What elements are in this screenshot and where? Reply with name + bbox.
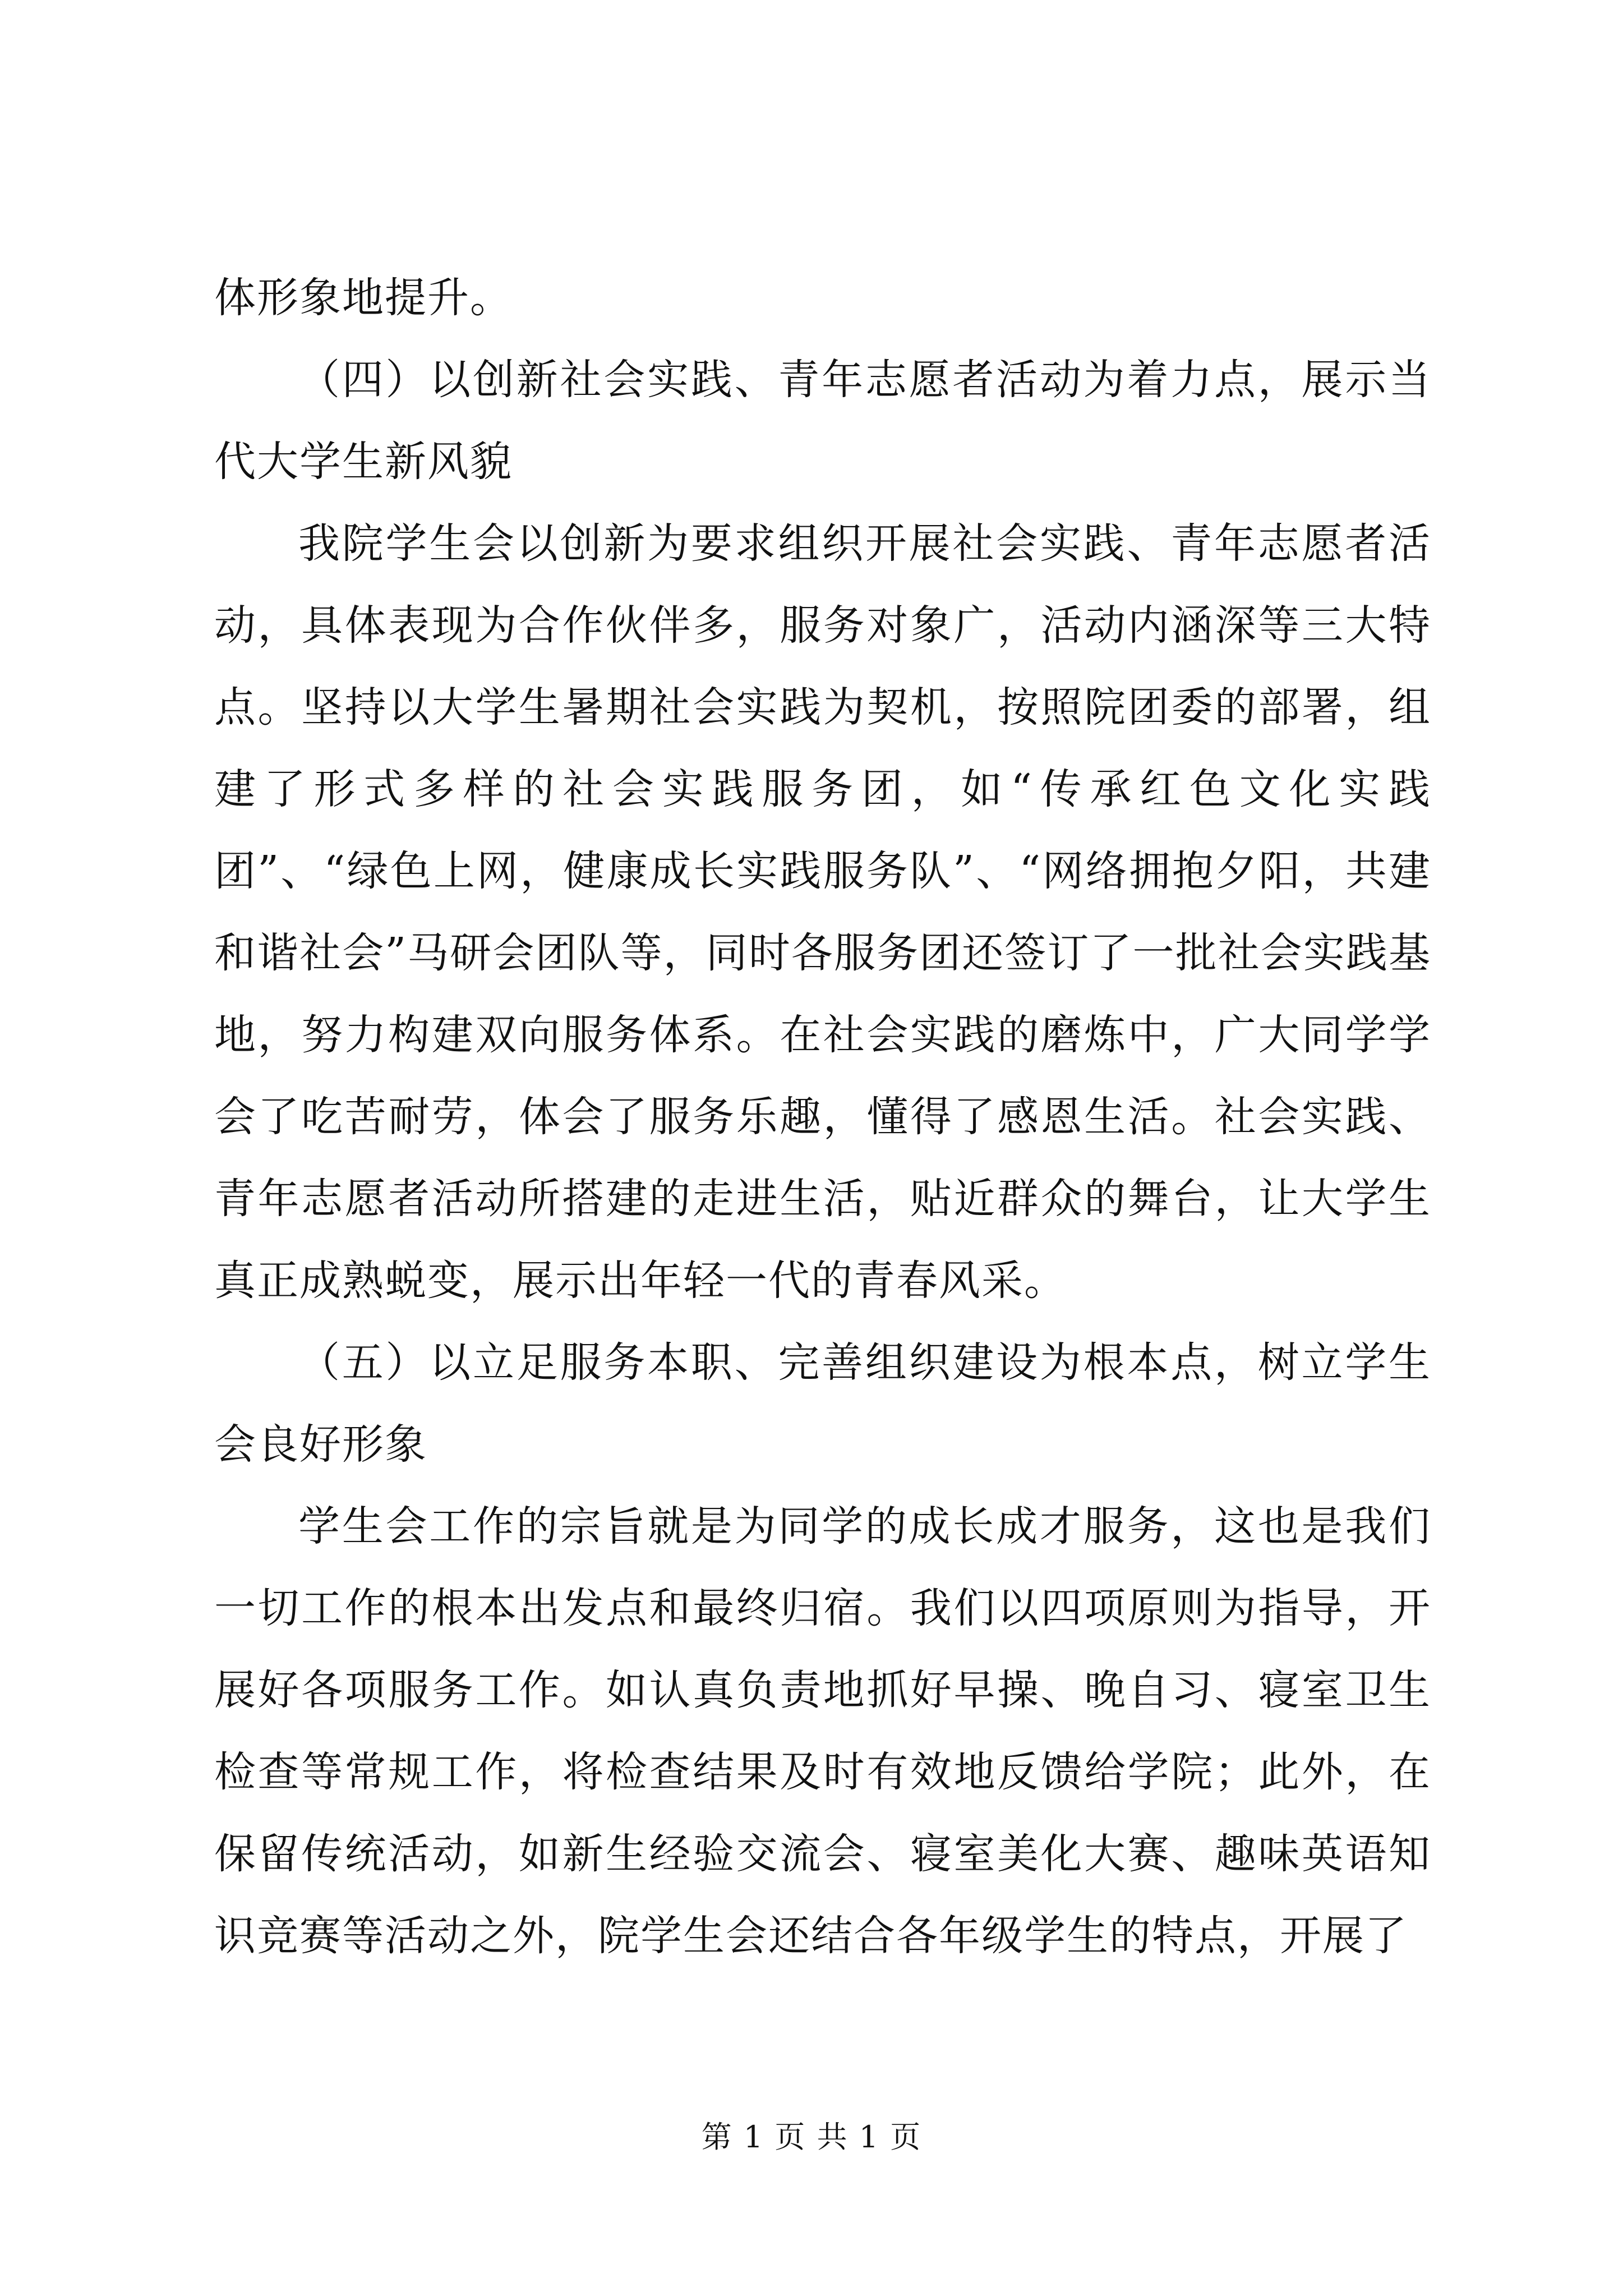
paragraph-social-practice: 我院学生会以创新为要求组织开展社会实践、青年志愿者活动，具体表现为合作伙伴多，服务对象广，活动内涵深等三大特点。坚持以大学生暑期社会实践为契机，按照院团委的部署，组建了形式多样的社会实践服务团，如“传承红色文化实践团”、“绿色上网，健康成长实践服务队”、“网络拥抱夕阳，共建和谐社会”马研会团队等，同时各服务团还签订了一批社会实践基地，努力构建双向服务体系。在社会实践的磨炼中，广大同学学会了吃苦耐劳，体会了服务乐趣，懂得了感恩生活。社会实践、青年志愿者活动所搭建的走进生活，贴近群众的舞台，让大学生真正成熟蜕变，展示出年轻一代的青春风采。 <box>214 519 1431 1305</box>
paragraph-continuation: 体形象地提升。 <box>214 274 513 322</box>
section-heading-five: （五）以立足服务本职、完善组织建设为根本点，树立学生会良好形象 <box>214 1338 1431 1469</box>
document-body <box>214 257 1431 1977</box>
section-heading-four: （四）以创新社会实践、青年志愿者活动为着力点，展示当代大学生新风貌 <box>214 356 1431 486</box>
paragraph-service-work: 学生会工作的宗旨就是为同学的成长成才服务，这也是我们一切工作的根本出发点和最终归宿。我们以四项原则为指导，开展好各项服务工作。如认真负责地抓好早操、晚自习、寝室卫生检查等常规工作，将检查结果及时有效地反馈给学院；此外，在保留传统活动，如新生经验交流会、寝室美化大赛、趣味英语知识竞赛等活动之外，院学生会还结合各年级学生的特点，开展了 <box>214 1502 1431 1960</box>
page-number-footer: 第 1 页 共 1 页 <box>701 2119 922 2155</box>
